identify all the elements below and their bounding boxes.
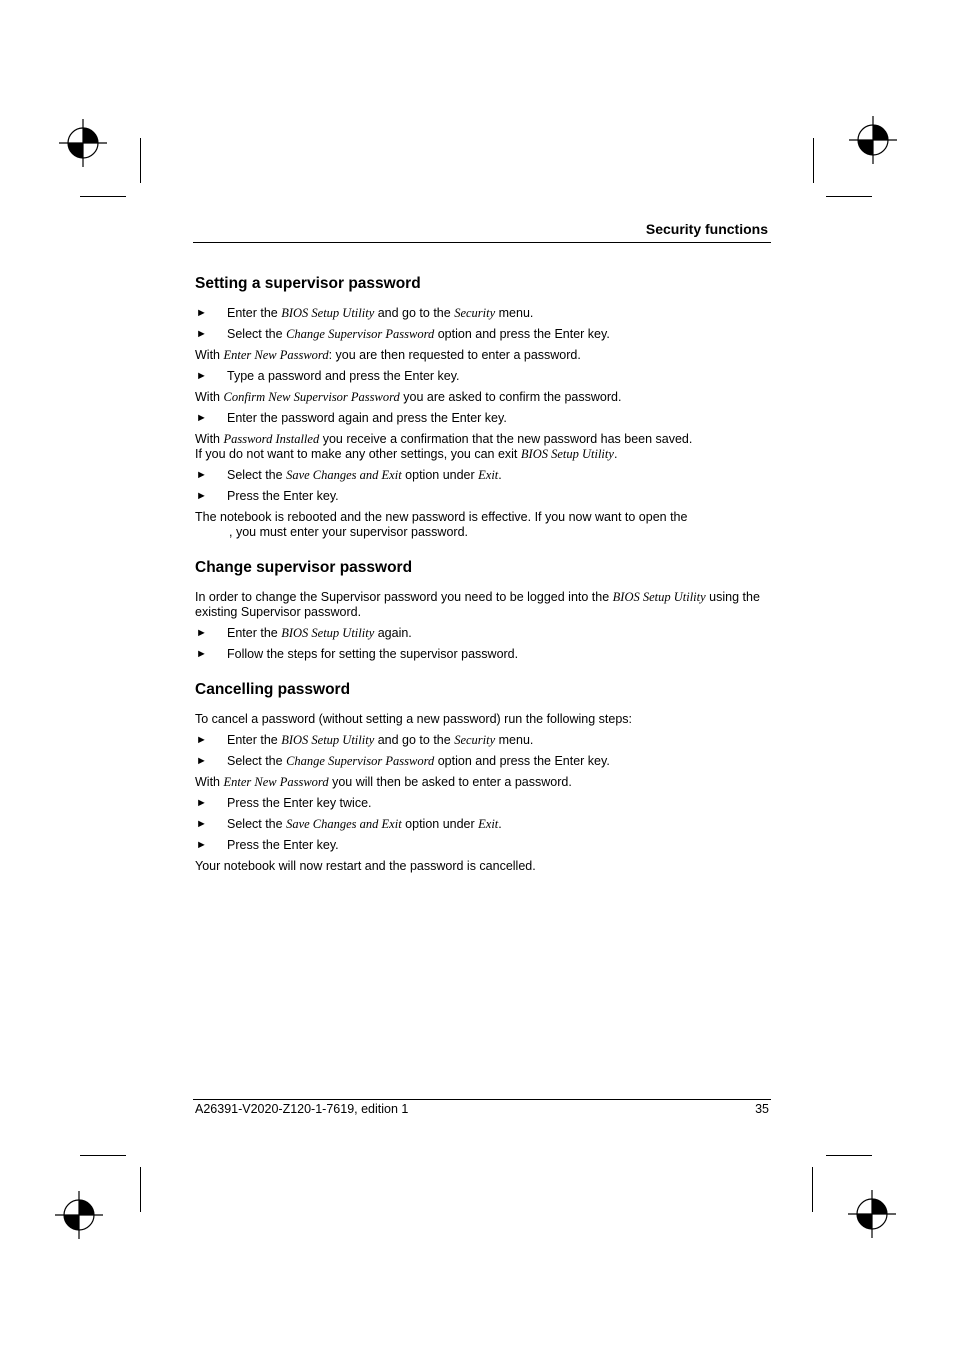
paragraph: In order to change the Supervisor password you need to be logged into the BIOS Setup Utility using the existing Supervisor password. [195, 590, 760, 619]
step-item: ► Enter the password again and press the Enter key. [196, 411, 507, 425]
ui-term: Change Supervisor Password [286, 754, 435, 768]
footer-doc-id: A26391-V2020-Z120-1-7619, edition 1 [195, 1102, 409, 1116]
bullet-arrow-icon: ► [196, 328, 207, 340]
crop-mark [80, 1155, 126, 1156]
running-header: Security functions [645, 221, 768, 237]
step-item: ► Enter the BIOS Setup Utility again. [196, 626, 412, 640]
paragraph: With Confirm New Supervisor Password you are asked to confirm the password. [195, 390, 622, 404]
ui-term: Save Changes and Exit [286, 817, 402, 831]
bullet-arrow-icon: ► [196, 412, 207, 424]
ui-term: Password Installed [223, 432, 320, 446]
bullet-arrow-icon: ► [196, 797, 207, 809]
step-item: ► Press the Enter key. [196, 838, 339, 852]
ui-term: Save Changes and Exit [286, 468, 402, 482]
footer-rule [193, 1099, 771, 1100]
ui-term: Security [454, 733, 496, 747]
ui-term: BIOS Setup Utility [612, 590, 706, 604]
crop-mark [826, 1155, 872, 1156]
paragraph: Your notebook will now restart and the password is cancelled. [195, 859, 536, 873]
bullet-arrow-icon: ► [196, 648, 207, 660]
crop-mark [813, 138, 814, 183]
registration-mark-icon [55, 1191, 103, 1239]
bullet-arrow-icon: ► [196, 469, 207, 481]
ui-term: BIOS Setup Utility [281, 626, 375, 640]
header-rule [193, 242, 771, 243]
crop-mark [140, 138, 141, 183]
crop-mark [80, 196, 126, 197]
step-item: ► Enter the BIOS Setup Utility and go to the Security menu. [196, 733, 534, 747]
section-heading-setting: Setting a supervisor password [195, 275, 421, 292]
paragraph: With Enter New Password: you are then requested to enter a password. [195, 348, 581, 362]
step-item: ► Select the Change Supervisor Password option and press the Enter key. [196, 327, 610, 341]
bullet-arrow-icon: ► [196, 755, 207, 767]
step-item: ► Type a password and press the Enter key. [196, 369, 460, 383]
crop-mark [826, 196, 872, 197]
bullet-arrow-icon: ► [196, 370, 207, 382]
ui-term: Enter New Password [223, 348, 329, 362]
ui-term: BIOS Setup Utility [520, 447, 614, 461]
bullet-arrow-icon: ► [196, 490, 207, 502]
bullet-arrow-icon: ► [196, 818, 207, 830]
ui-term: Exit [478, 817, 499, 831]
step-item: ► Select the Save Changes and Exit option under Exit. [196, 817, 502, 831]
step-item: ► Select the Save Changes and Exit option under Exit. [196, 468, 502, 482]
crop-mark [140, 1167, 141, 1212]
paragraph: To cancel a password (without setting a new password) run the following steps: [195, 712, 633, 726]
page-number: 35 [755, 1102, 769, 1116]
page-content [195, 274, 775, 880]
registration-mark-icon [849, 116, 897, 164]
bullet-arrow-icon: ► [196, 307, 207, 319]
registration-mark-icon [59, 119, 107, 167]
ui-term: BIOS Setup Utility [281, 733, 375, 747]
paragraph: With Password Installed you receive a confirmation that the new password has been saved. If you do not want to make any other settings, you can exit BIOS Setup Utility. [195, 432, 693, 461]
bullet-arrow-icon: ► [196, 627, 207, 639]
section-heading-change: Change supervisor password [195, 559, 413, 576]
step-item: ► Select the Change Supervisor Password option and press the Enter key. [196, 754, 610, 768]
ui-term: Change Supervisor Password [286, 327, 435, 341]
ui-term: Security [454, 306, 496, 320]
crop-mark [812, 1167, 813, 1212]
paragraph: The notebook is rebooted and the new password is effective. If you now want to open the , you must enter your supervisor password. [195, 510, 688, 539]
step-item: ► Press the Enter key twice. [196, 796, 372, 810]
step-item: ► Enter the BIOS Setup Utility and go to the Security menu. [196, 306, 534, 320]
step-item: ► Follow the steps for setting the supervisor password. [196, 647, 519, 661]
section-heading-cancel: Cancelling password [195, 681, 351, 698]
ui-term: Confirm New Supervisor Password [223, 390, 400, 404]
ui-term: Enter New Password [223, 775, 329, 789]
bullet-arrow-icon: ► [196, 734, 207, 746]
registration-mark-icon [848, 1190, 896, 1238]
ui-term: Exit [478, 468, 499, 482]
ui-term: BIOS Setup Utility [281, 306, 375, 320]
bullet-arrow-icon: ► [196, 839, 207, 851]
step-item: ► Press the Enter key. [196, 489, 339, 503]
paragraph: With Enter New Password you will then be asked to enter a password. [195, 775, 572, 789]
